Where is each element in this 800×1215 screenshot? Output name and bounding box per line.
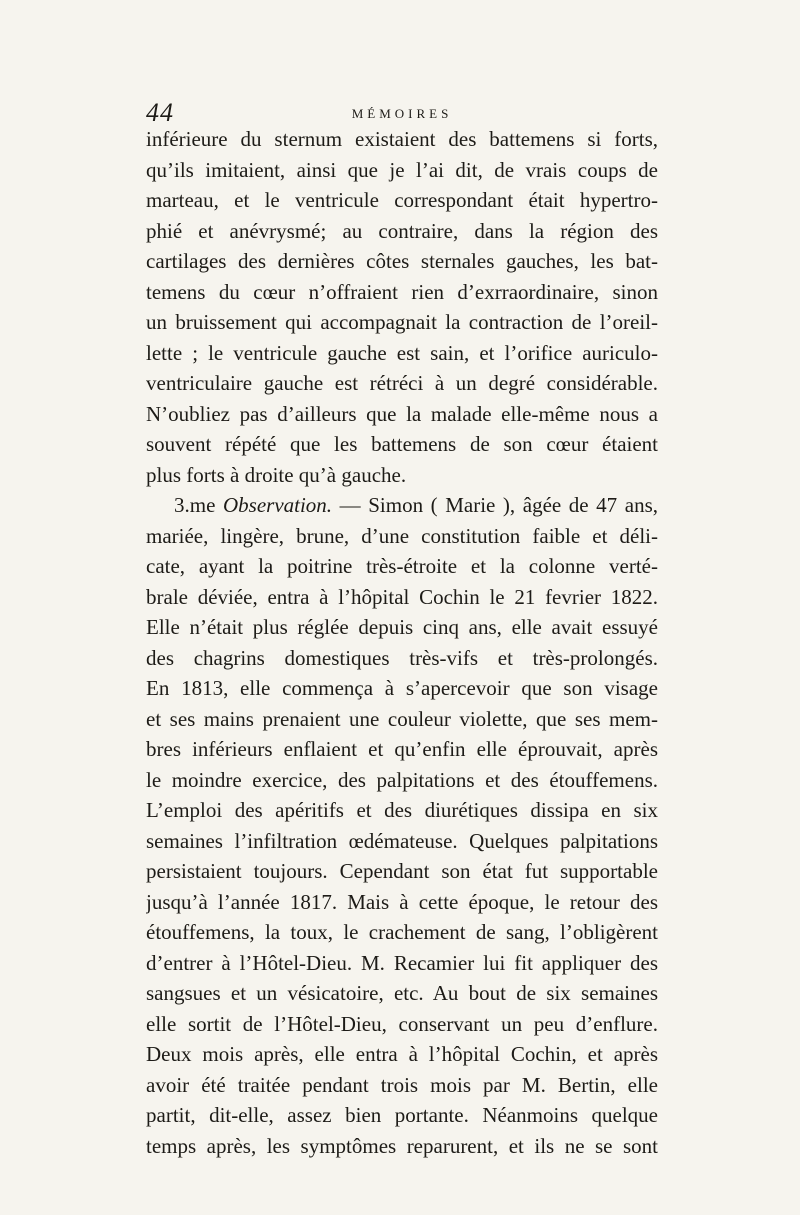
- running-head: MÉMOIRES: [351, 106, 453, 121]
- page-number: 44: [146, 98, 174, 127]
- text-line: qu’ils imitaient, ainsi que je l’ai dit, de vrais coups de: [146, 157, 658, 182]
- text-line: mariée, lingère, brune, d’une constitution faible et déli-: [146, 523, 658, 548]
- text-line: cate, ayant la poitrine très-étroite et la colonne verté-: [146, 554, 658, 578]
- text-line: L’emploi des apéritifs et des diurétiques dissipa en six: [146, 798, 658, 822]
- text-line: sangsues et un vésicatoire, etc. Au bout de six semaines: [146, 981, 658, 1005]
- observation-dash: —: [339, 493, 361, 517]
- observation-heading-line: [146, 490, 658, 521]
- text-line: avoir été traitée pendant trois mois par M. Bertin, elle: [146, 1072, 658, 1097]
- text-line: des chagrins domestiques très-vifs et très-prolongés.: [146, 645, 658, 670]
- text-line: inférieure du sternum existaient des battemens si forts,: [146, 127, 658, 151]
- text-line: souvent répété que les battemens de son cœur étaient: [146, 432, 658, 456]
- text-line: ventriculaire gauche est rétréci à un degré considérable.: [146, 371, 658, 395]
- text-line: plus forts à droite qu’à gauche.: [146, 462, 407, 487]
- text-line: N’oubliez pas d’ailleurs que la malade elle-même nous a: [146, 401, 658, 426]
- text-line: Elle n’était plus réglée depuis cinq ans, elle avait essuyé: [146, 615, 658, 639]
- text-line: cartilages des dernières côtes sternales gauches, les bat-: [146, 249, 658, 273]
- body-text: [146, 124, 658, 1161]
- text-line: persistaient toujours. Cependant son état fut supportable: [146, 859, 658, 883]
- observation-first-line: Simon ( Marie ), âgée de 47 ans,: [368, 493, 658, 517]
- text-line: d’entrer à l’Hôtel-Dieu. M. Recamier lui fit appliquer des: [146, 950, 658, 975]
- text-line: elle sortit de l’Hôtel-Dieu, conservant un peu d’enflure.: [146, 1011, 658, 1036]
- text-line: jusqu’à l’année 1817. Mais à cette époque, le retour des: [146, 889, 658, 914]
- text-line: marteau, et le ventricule correspondant était hypertro-: [146, 188, 658, 212]
- observation-title: Observation.: [222, 493, 333, 517]
- text-line: partit, dit-elle, assez bien portante. Néanmoins quelque: [146, 1103, 658, 1127]
- text-line: et ses mains prenaient une couleur violette, que ses mem-: [146, 706, 658, 731]
- text-line: lette ; le ventricule gauche est sain, et l’orifice auriculo-: [146, 340, 658, 365]
- text-line: semaines l’infiltration œdémateuse. Quelques palpitations: [146, 828, 658, 853]
- text-line: temps après, les symptômes reparurent, et ils ne se sont: [146, 1133, 658, 1158]
- text-line: Deux mois après, elle entra à l’hôpital Cochin, et après: [146, 1042, 658, 1066]
- text-line: En 1813, elle commença à s’apercevoir que son visage: [146, 676, 658, 700]
- text-line: un bruissement qui accompagnait la contraction de l’oreil-: [146, 310, 658, 334]
- text-line: le moindre exercice, des palpitations et des étouffemens.: [146, 767, 658, 792]
- text-line: bres inférieurs enflaient et qu’enfin elle éprouvait, après: [146, 737, 658, 761]
- text-line: temens du cœur n’offraient rien d’exrraordinaire, sinon: [146, 279, 658, 304]
- text-line: étouffemens, la toux, le crachement de sang, l’obligèrent: [146, 920, 658, 944]
- observation-number: 3.me: [174, 493, 216, 517]
- text-line: phié et anévrysmé; au contraire, dans la région des: [146, 218, 658, 243]
- text-line: brale déviée, entra à l’hôpital Cochin le 21 fevrier 1822.: [146, 584, 658, 609]
